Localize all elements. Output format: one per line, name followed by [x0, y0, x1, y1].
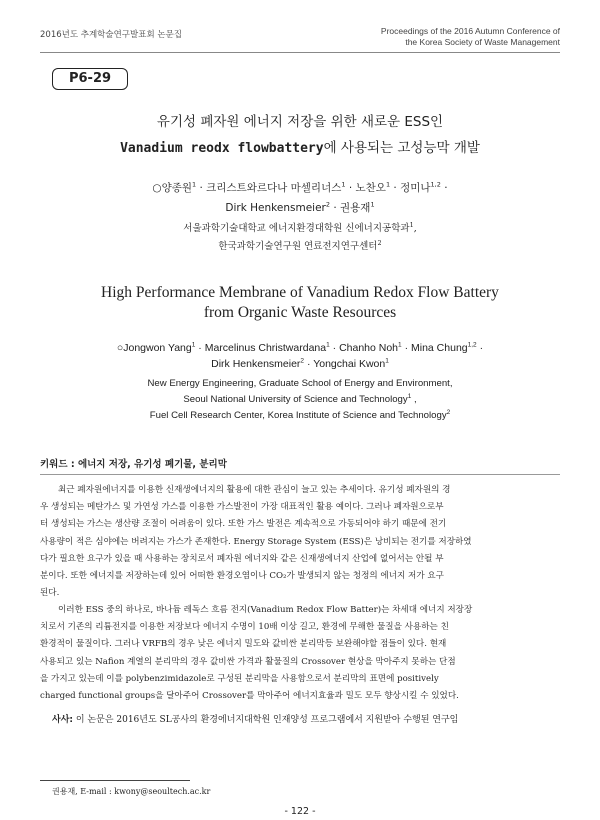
english-affiliation-line3 [0, 410, 600, 421]
author-affiliation-sup: 1 [370, 200, 375, 209]
korean-affiliation-1-sup: 1 [409, 220, 414, 229]
author-affiliation-sup: 1 [398, 341, 402, 349]
author-name: Dirk Henkensmeier [211, 358, 301, 370]
author-name: 노찬오 [355, 182, 386, 194]
author-affiliation-sup: 1 [326, 341, 330, 349]
author-name: 크리스트와르다나 마셀리너스 [206, 182, 342, 194]
body-line: 이러한 ESS 중의 하나로, 바나듐 레독스 흐름 전지(Vanadium Redox Flow Batter)는 차세대 에너지 저장장 [58, 605, 473, 615]
acknowledgement-label: 사사: [52, 715, 73, 725]
page-number: - 122 - [284, 806, 316, 817]
author-affiliation-sup: 2 [325, 200, 330, 209]
author-name: Mina Chung [411, 342, 468, 354]
corresponding-author-footnote: 권용재, E-mail : kwony@seoultech.ac.kr [52, 787, 211, 796]
english-title-line2: from Organic Waste Resources [203, 304, 397, 321]
body-line: charged functional groups을 달아주어 Crossover를 막아주어 에너지효율과 밀도 모두 향상시킬 수 있었다. [40, 691, 459, 702]
english-authors-line2: Dirk Henkensmeier$^2$ · Yongchai Kwon$^1$ [211, 357, 389, 370]
body-line: 된다. [40, 588, 60, 599]
author-name: ○양종원 [152, 182, 192, 194]
body-line: 우 생성되는 메탄가스 및 가연성 가스를 이용한 가스발전이 가장 대표적인 활용 예이다. 그러나 폐자원으로부 [40, 502, 444, 513]
korean-title-line2 [0, 136, 600, 156]
keywords: 키워드 : 에너지 저장, 유기성 폐기물, 분리막 [40, 459, 227, 470]
author-affiliation-sup: 1 [192, 180, 197, 189]
body-line: 최근 폐자원에너지를 이용한 신재생에너지의 활용에 대한 관심이 늘고 있는 추세이다. 유기성 폐자원의 경 [58, 485, 451, 495]
author-name: 권용재 [340, 202, 371, 214]
body-line: 환경적이 물질이다. 그러나 VRFB의 경우 낮은 에너지 밀도와 값비싼 분리막등 보완해야할 점들이 있다. 현재 [40, 639, 447, 650]
running-header-right-line2: the Korea Society of Waste Management [405, 37, 560, 47]
author-affiliation-sup: 1 [191, 341, 196, 349]
english-affiliation-line2: Seoul National University of Science and Technology$^1$ , [183, 392, 417, 405]
running-header-right-line1: Proceedings of the 2016 Autumn Conference of [380, 26, 560, 36]
english-affiliation-line3-sup: 2 [446, 408, 451, 416]
header-divider [40, 52, 560, 53]
paper-code-badge: P6-29 [52, 68, 128, 90]
english-title-line1: High Performance Membrane of Vanadium Redox Flow Battery [101, 284, 499, 301]
author-affiliation-sup: 2 [300, 357, 305, 365]
acknowledgement [52, 712, 458, 725]
author-affiliation-sup: 1,2 [430, 180, 441, 189]
author-affiliation-sup: 1 [385, 357, 389, 365]
keywords-divider [40, 474, 560, 475]
author-name: ○Jongwon Yang [116, 342, 192, 354]
korean-title-en-part: Vanadium reodx flowbattery [120, 141, 324, 156]
running-header-left: 2016년도 추계학술연구발표회 논문집 [40, 30, 182, 40]
body-line: 치로서 기존의 리튬전지를 이용한 저장보다 에너지 수명이 10배 이상 길고, 환경에 무해한 물질을 사용하는 친 [40, 622, 449, 633]
korean-affiliation-1-text: 서울과학기술대학교 에너지환경대학원 신에너지공학과 [183, 223, 410, 234]
author-name: Marcelinus Christwardana [204, 342, 327, 354]
korean-title-line1: 유기성 폐자원 에너지 저장을 위한 새로운 ESS인 [156, 114, 444, 130]
body-line: 사용되고 있는 Nafion 계열의 분리막의 경우 값비싼 가격과 활물질의 Crossover 현상을 막아주지 못하는 단점 [40, 656, 456, 667]
body-paragraph-1 [40, 482, 560, 602]
body-line: 분이다. 또한 에너지를 저장하는데 있어 어떠한 환경오염이나 CO₂가 발생되지 않는 청정의 에너지 저가 요구 [40, 571, 444, 582]
body-paragraph-2 [40, 602, 560, 705]
korean-affiliation-2-text: 한국과학기술연구원 연료전지연구센터 [218, 241, 378, 252]
korean-authors-line1: ○양종원$^1$ · 크리스트와르다나 마셀리너스$^1$ · 노찬오$^1$ · 정미나$^{1,2}$ · [152, 180, 448, 194]
korean-authors-line2: Dirk Henkensmeier$^2$ · 권용재$^1$ [225, 200, 375, 214]
footnote-divider [40, 780, 190, 781]
author-affiliation-sup: 1 [341, 180, 346, 189]
author-affiliation-sup: 1,2 [467, 341, 477, 349]
english-affiliation-line2-text: Seoul National University of Science and Technology [183, 394, 408, 405]
english-affiliation-line3-text: Fuel Cell Research Center, Korea Institute of Science and Technology [149, 410, 447, 421]
english-affiliation-line1: New Energy Engineering, Graduate School of Energy and Environment, [147, 378, 453, 389]
body-line: 을 가지고 있는데 이를 polybenzimidazole로 구성된 분리막을 사용함으로서 분리막의 표면에 positively [40, 673, 439, 684]
english-affiliation-line2-sup: 1 [407, 392, 412, 400]
korean-affiliation-2 [0, 238, 600, 252]
korean-title-kr-part: 에 사용되는 고성능막 개발 [323, 140, 480, 156]
running-header-right [381, 26, 560, 48]
body-line: 사용량이 적은 심야에는 버려지는 가스가 존재한다. Energy Storage System (ESS)은 낭비되는 전기를 저장하였 [40, 536, 472, 547]
acknowledgement-text: 이 논문은 2016년도 SL공사의 환경에너지대학원 인재양성 프로그램에서 지원받아 수행된 연구임 [75, 715, 459, 725]
english-authors-line1: ○Jongwon Yang$^1$ · Marcelinus Christwardana$^1$ · Chanho Noh$^1$ · Mina Chung$^{1,2}$ · [116, 341, 484, 354]
korean-affiliation-2-sup: 2 [377, 238, 382, 247]
author-name: Yongchai Kwon [313, 358, 386, 370]
author-name: Chanho Noh [339, 342, 399, 354]
korean-affiliation-1: 서울과학기술대학교 에너지환경대학원 신에너지공학과$^1$, [183, 220, 417, 234]
body-line: 다가 필요한 요구가 있을 때 사용하는 장치로서 폐자원 에너지와 같은 신재생에너지 산업에 없어서는 안될 부 [40, 553, 444, 564]
author-name: Dirk Henkensmeier [225, 202, 326, 214]
body-line: 터 생성되는 가스는 생산량 조절이 어려움이 있다. 또한 가스 발전은 계속적으로 가동되어야 하기 때문에 전기 [40, 519, 447, 530]
author-affiliation-sup: 1 [385, 180, 391, 189]
author-name: 정미나 [400, 182, 431, 194]
